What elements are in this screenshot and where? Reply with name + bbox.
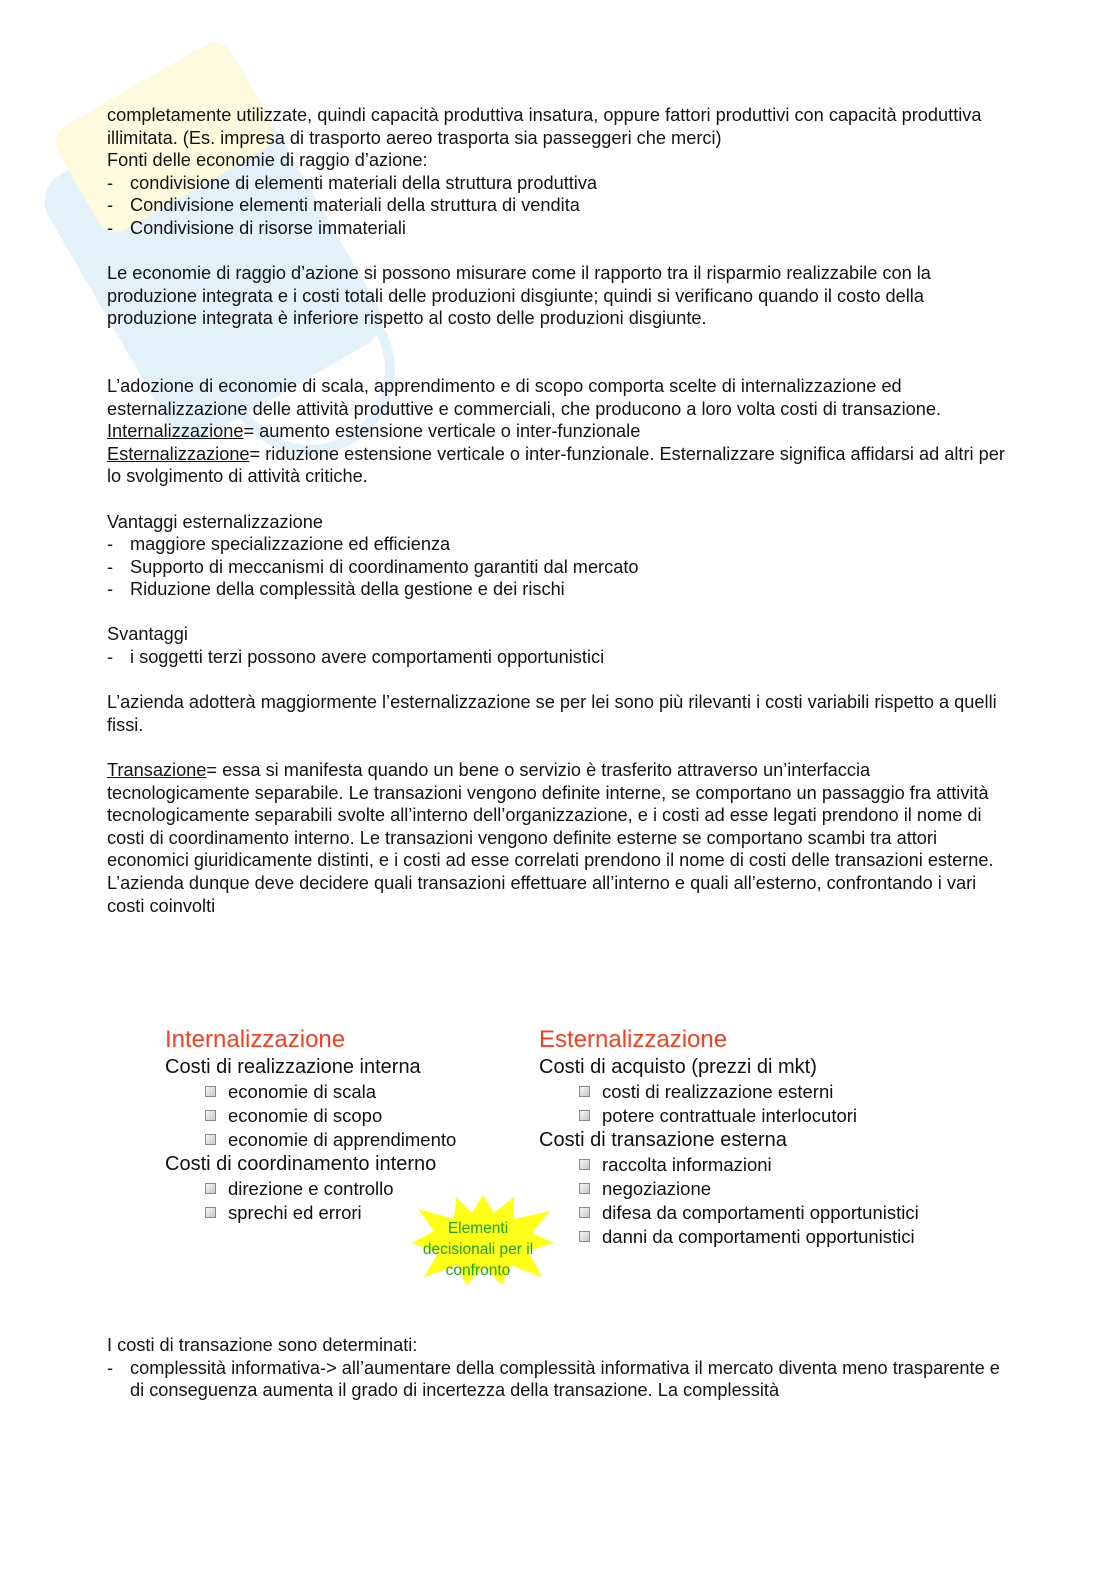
paragraph-costi-variabili: L’azienda adotterà maggiormente l’esternalizzazione se per lei sono più rilevanti i costi variabili rispetto a quelli fissi.	[107, 692, 997, 735]
list-item: potere contrattuale interlocutori	[579, 1104, 925, 1128]
list-item: negoziazione	[579, 1177, 925, 1201]
list-item: danni da comportamenti opportunistici	[579, 1225, 925, 1249]
esternalizzazione-title: Esternalizzazione	[539, 1026, 728, 1053]
paragraph-misura: Le economie di raggio d’azione si possono misurare come il rapporto tra il risparmio realizzabile con la produzione integrata e i costi totali delle produzioni disgiunte; quindi si verificano quando il costo della produzione integrata è inferiore rispetto al costo delle produzioni disgiunte.	[107, 263, 931, 329]
section-list	[165, 1080, 535, 1152]
fonti-title: Fonti delle economie di raggio d’azione:	[107, 150, 428, 171]
internalizzazione-term: Internalizzazione	[107, 421, 244, 442]
svantaggi-title: Svantaggi	[107, 624, 188, 645]
list-item: difesa da comportamenti opportunistici	[579, 1201, 925, 1225]
square-bullet-icon	[579, 1159, 590, 1170]
list-item: - Riduzione della complessità della gestione e dei rischi	[107, 578, 1017, 601]
square-bullet-icon	[579, 1086, 590, 1097]
starburst-label: Elementi decisionali per il confronto	[422, 1220, 534, 1279]
list-item: economie di scala	[205, 1080, 535, 1104]
internalizzazione-title: Internalizzazione	[165, 1026, 346, 1053]
section-list	[539, 1153, 925, 1249]
list-item: - complessità informativa-> all’aumentare della complessità informativa il mercato diventa meno trasparente e di conseguenza aumenta il grado di incertezza della transazione. La complessità	[107, 1357, 1017, 1402]
list-item: sprechi ed errori	[205, 1201, 535, 1225]
esternalizzazione-def: = riduzione estensione verticale o inter-funzionale. Esternalizzare significa affidarsi ad altri per lo svolgimento di attività critiche.	[107, 443, 1005, 487]
determinati-title: I costi di transazione sono determinati:	[107, 1335, 418, 1355]
section-title: Costi di realizzazione interna	[165, 1056, 421, 1078]
internalizzazione-definition	[107, 420, 1017, 443]
transazione-definition	[107, 759, 1017, 872]
list-item: - Condivisione di risorse immateriali	[107, 217, 1017, 240]
comparison-diagram	[165, 1025, 925, 1287]
section-title: Costi di acquisto (prezzi di mkt)	[539, 1056, 817, 1078]
square-bullet-icon	[205, 1086, 216, 1097]
list-item: - Supporto di meccanismi di coordinamento garantiti dal mercato	[107, 556, 1017, 579]
list-item: direzione e controllo	[205, 1177, 535, 1201]
fonti-list	[107, 172, 1017, 240]
square-bullet-icon	[579, 1207, 590, 1218]
list-item: raccolta informazioni	[579, 1153, 925, 1177]
square-bullet-icon	[579, 1110, 590, 1121]
svantaggi-list	[107, 646, 1017, 669]
square-bullet-icon	[579, 1231, 590, 1242]
square-bullet-icon	[205, 1110, 216, 1121]
paragraph-decidere: L’azienda dunque deve decidere quali transazioni effettuare all’interno e quali all’esterno, confrontando i vari costi coinvolti	[107, 873, 977, 916]
list-item: - condivisione di elementi materiali della struttura produttiva	[107, 172, 1017, 195]
list-item: - Condivisione elementi materiali della struttura di vendita	[107, 194, 1017, 217]
esternalizzazione-term: Esternalizzazione	[107, 443, 250, 464]
esternalizzazione-column	[539, 1025, 925, 1249]
paragraph-adozione: L’adozione di economie di scala, apprendimento e di scopo comporta scelte di internalizzazione ed esternalizzazione delle attività produttive e commerciali, che producono a loro volta costi di transazione.	[107, 375, 942, 419]
square-bullet-icon	[579, 1183, 590, 1194]
square-bullet-icon	[205, 1183, 216, 1194]
transazione-def: = essa si manifesta quando un bene o servizio è trasferito attraverso un’interfaccia tecnologicamente separabile. Le transazioni vengono definite interne, se comportano un passaggio fra attività tecnologicamente separabili svolte all’interno dell’organizzazione, e i costi ad esse legati prendono il nome di costi di coordinamento interno. Le transazioni vengono definite esterne se comportano scambi tra attori economici giuridicamente distinti, e i costi ad esse correlati prendono il nome di costi delle transazioni esterne.	[107, 760, 994, 871]
document-body	[107, 104, 1017, 917]
document-body-end	[107, 1334, 1017, 1402]
list-item: costi di realizzazione esterni	[579, 1080, 925, 1104]
paragraph-intro: completamente utilizzate, quindi capacità produttiva insatura, oppure fattori produttivi con capacità produttiva illimitata. (Es. impresa di trasporto aereo trasporta sia passeggeri che merci)	[107, 105, 982, 148]
square-bullet-icon	[205, 1207, 216, 1218]
list-item: - i soggetti terzi possono avere comportamenti opportunistici	[107, 646, 1017, 669]
section-title: Costi di coordinamento interno	[165, 1153, 437, 1175]
list-item: economie di apprendimento	[205, 1128, 535, 1152]
esternalizzazione-definition	[107, 443, 1017, 488]
transazione-term: Transazione	[107, 760, 207, 781]
list-item: economie di scopo	[205, 1104, 535, 1128]
vantaggi-title: Vantaggi esternalizzazione	[107, 511, 324, 532]
section-list	[539, 1080, 925, 1128]
determinati-list	[107, 1357, 1017, 1402]
list-item: - maggiore specializzazione ed efficienza	[107, 533, 1017, 556]
section-title: Costi di transazione esterna	[539, 1129, 787, 1151]
square-bullet-icon	[205, 1134, 216, 1145]
internalizzazione-def: = aumento estensione verticale o inter-funzionale	[243, 421, 641, 442]
vantaggi-list	[107, 533, 1017, 601]
